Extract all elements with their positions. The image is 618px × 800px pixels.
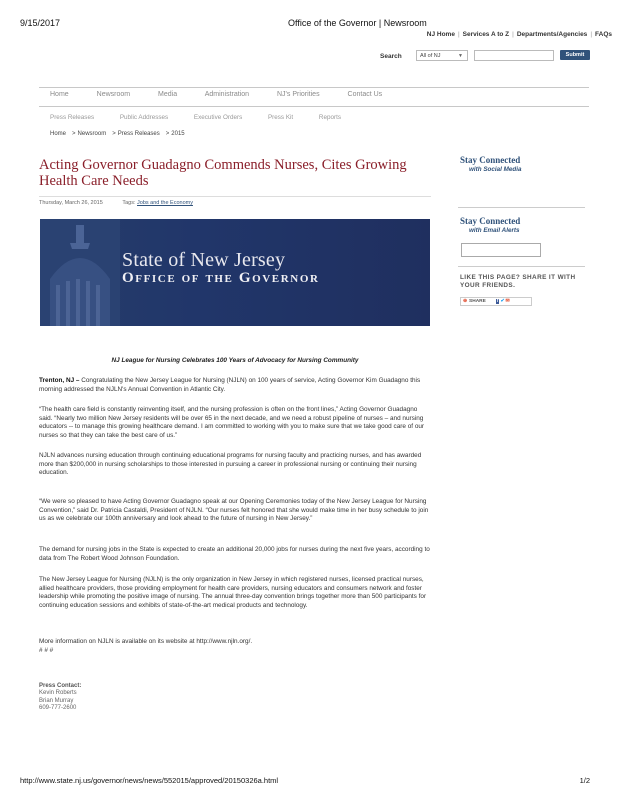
twitter-icon[interactable]: ✔ — [500, 299, 505, 304]
util-separator: | — [457, 31, 460, 38]
share-label: SHARE — [469, 299, 486, 304]
press-contact — [39, 683, 81, 713]
breadcrumb-separator: > — [165, 131, 170, 137]
article-paragraph: “We were so pleased to have Acting Governor Guadagno speak at our Opening Ceremonies today of the New Jersey League for Nursing Convention,” said Dr. Patricia Castaldi, President of NJLN. “Our nurses felt honored that she would make time in her busy schedule to join us as we celebrate our 100th anniversary and look ahead to the future of nursing in New Jersey.” — [39, 498, 429, 523]
breadcrumb-separator: > — [112, 131, 116, 137]
more-icon[interactable]: ✉ — [505, 299, 510, 304]
search-label: Search — [380, 53, 402, 60]
subnav-press-kit[interactable]: Press Kit — [267, 114, 294, 121]
util-services-link[interactable]: Services A to Z — [462, 31, 510, 38]
plus-icon: ⊕ — [463, 299, 468, 304]
email-title: Stay Connected — [460, 216, 521, 226]
email-subtitle: with Email Alerts — [469, 227, 520, 234]
article-paragraph — [39, 377, 431, 394]
breadcrumb-newsroom[interactable]: Newsroom — [77, 131, 107, 137]
sidebar-divider — [458, 266, 585, 267]
tags-label: Tags: — [122, 200, 136, 206]
dateline: Trenton, NJ – — [39, 377, 80, 384]
nav-administration[interactable]: Administration — [204, 91, 250, 98]
press-contact-name: Kevin Roberts — [39, 690, 77, 697]
share-prompt: LIKE THIS PAGE? SHARE IT WITH YOUR FRIENDS. — [460, 274, 576, 289]
print-date: 9/15/2017 — [20, 18, 61, 28]
paragraph-text: More information on NJLN is available on its website at — [39, 638, 197, 645]
search-input[interactable] — [474, 50, 554, 61]
nav-contact[interactable]: Contact Us — [347, 91, 383, 98]
search-submit-button[interactable]: Submit — [560, 50, 590, 60]
subnav-executive-orders[interactable]: Executive Orders — [193, 114, 243, 121]
share-button[interactable] — [460, 297, 532, 306]
article-paragraph: The New Jersey League for Nursing (NJLN) is the only organization in New Jersey in which registered nurses, licensed practical nurses, allied healthcare providers, those providing employment for health care providers, nursing educators and consumers network and foster leadership while promoting the positive image of nursing. The annual three-day convention brings together more than 500 participants for continuing education sessions and exhibits of state-of-the-art medical products and technology. — [39, 576, 427, 609]
util-departments-link[interactable]: Departments/Agencies — [516, 31, 588, 38]
search-bar — [380, 50, 590, 62]
tag-link[interactable]: Jobs and the Economy — [137, 200, 193, 206]
nav-divider — [39, 106, 589, 107]
breadcrumb-year[interactable]: 2015 — [171, 131, 185, 137]
article-headline: Acting Governor Guadagno Commends Nurses, Cites Growing Health Care Needs — [39, 157, 407, 189]
utility-nav — [427, 31, 612, 38]
end-mark: # # # — [39, 646, 54, 654]
search-scope-value: All of NJ — [420, 53, 441, 59]
state-house-dome-icon — [40, 219, 120, 326]
breadcrumb-press-releases[interactable]: Press Releases — [117, 131, 160, 137]
headline-divider — [39, 196, 431, 197]
njln-website-link[interactable]: http://www.njln.org/ — [196, 638, 251, 645]
office-banner — [40, 219, 430, 326]
social-title: Stay Connected — [460, 155, 521, 165]
article-paragraph: The demand for nursing jobs in the State is expected to create an additional 20,000 jobs for nurses during the next five years, according to data from The Robert Wood Johnson Foundation. — [39, 546, 430, 562]
subnav-reports[interactable]: Reports — [318, 114, 341, 121]
util-nj-home-link[interactable]: NJ Home — [426, 31, 455, 38]
banner-state-text: State of New Jersey — [122, 249, 286, 271]
util-separator: | — [590, 31, 593, 38]
search-scope-select[interactable] — [416, 50, 468, 61]
breadcrumb-home[interactable]: Home — [50, 131, 67, 137]
nav-home[interactable]: Home — [50, 91, 69, 98]
breadcrumb-separator: > — [72, 131, 76, 137]
paragraph-text: . — [250, 638, 253, 645]
util-faqs-link[interactable]: FAQs — [595, 31, 612, 38]
breadcrumb — [50, 131, 185, 137]
article-subhead: NJ League for Nursing Celebrates 100 Years of Advocacy for Nursing Community — [111, 357, 359, 364]
press-contact-name: Brian Murray — [39, 697, 74, 704]
util-separator: | — [512, 31, 514, 38]
print-page-number: 1/2 — [579, 776, 590, 785]
nav-priorities[interactable]: NJ's Priorities — [277, 91, 320, 98]
sub-nav — [50, 114, 365, 121]
paragraph-text: Congratulating the New Jersey League for Nursing (NJLN) on 100 years of service, Acting Governor Kim Guadagno this morning addressed the NJLN's Annual Convention in Atlantic City. — [39, 377, 421, 393]
article-paragraph: NJLN advances nursing education through continuing educational programs for nursing faculty and practicing nurses, and has awarded more than $200,000 in nursing scholarships to those interested in pursuing a career in professional nursing or continuing their nursing education. — [39, 452, 422, 477]
email-alert-input[interactable] — [461, 243, 541, 257]
nav-newsroom[interactable]: Newsroom — [96, 91, 131, 98]
print-page-title: Office of the Governor | Newsroom — [288, 18, 427, 28]
facebook-icon[interactable]: f — [496, 299, 499, 304]
nav-media[interactable]: Media — [158, 91, 178, 98]
press-contact-phone: 609-777-2600 — [39, 705, 77, 712]
banner-office-text: Office of the Governor — [122, 270, 320, 286]
print-footer-url: http://www.state.nj.us/governor/news/news/552015/approved/20150326a.html — [20, 776, 279, 785]
subnav-press-releases[interactable]: Press Releases — [50, 114, 95, 121]
article-paragraph — [39, 638, 431, 655]
social-subtitle[interactable]: with Social Media — [469, 166, 522, 173]
chevron-down-icon: ▼ — [458, 53, 463, 59]
subnav-public-addresses[interactable]: Public Addresses — [119, 114, 169, 121]
press-contact-label: Press Contact: — [39, 683, 82, 689]
article-date: Thursday, March 26, 2015 — [39, 200, 103, 206]
article-paragraph: “The health care field is constantly reinventing itself, and the nursing profession is often on the front lines,” Acting Governor Guadagno said. “Nearly two million New Jersey residents will be over 65 in the next decade, and we need a robust pipeline of nurses – and nursing educators -- to manage this growing healthcare demand. I am committed to working with you to make sure that we take good care of our nurses so that they can take the best care of us.” — [39, 406, 425, 439]
sidebar-divider — [458, 207, 585, 208]
article-meta — [39, 200, 193, 206]
main-nav — [50, 91, 408, 98]
nav-divider — [39, 87, 589, 88]
